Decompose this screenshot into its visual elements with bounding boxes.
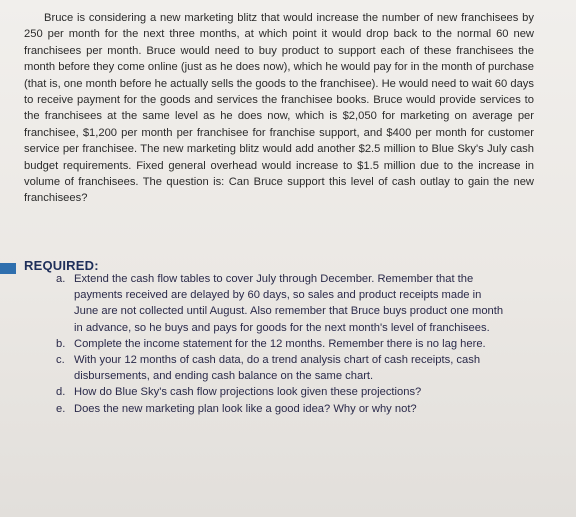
item-text: Extend the cash flow tables to cover July through December. Remember that the payments received are delayed by 60 days, so sales and product receipts made in June are not collected until August. Also remember that Bruce buys product one month in advance, so he buys and pays for goods for the next month's level of franchisees. (74, 273, 504, 334)
required-heading: REQUIRED: (24, 258, 99, 273)
item-label: d. (56, 386, 66, 399)
item-text: With your 12 months of cash data, do a trend analysis chart of cash receipts, cash disbursements, and ending cash balance on the same chart. (74, 354, 481, 383)
item-label: e. (56, 402, 66, 415)
required-list (56, 271, 506, 417)
list-item-b (56, 336, 506, 352)
item-label: b. (56, 337, 66, 350)
case-paragraph: Bruce is considering a new marketing blitz that would increase the number of new franchisees by 250 per month for the next three months, at which point it would drop back to the normal 60 new franchisees per month. Bruce would need to buy product to support each of these franchisees the month before they come online (just as he does now), which he would pay for in the month of purchase (that is, one month before he actually sells the goods to the franchisee). He would need to wait 60 days to receive payment for the goods and services the franchisee books. Bruce would provide services to the franchisees at the same level as he does now, which is $2,050 for marketing on average per franchisee, $1,200 per month per franchisee for franchise support, and $400 per month for customer service per franchisee. The new marketing blitz would add another $2.5 million to Blue Sky's July cash budget requirements. Fixed general overhead would increase to $1.5 million due to the increase in volume of franchisees. The question is: Can Bruce support this level of cash outlay to gain the new franchisees? (24, 12, 534, 205)
item-label: c. (56, 354, 65, 367)
list-item-a (56, 271, 506, 336)
item-text: How do Blue Sky's cash flow projections look given these projections? (74, 386, 422, 399)
item-text: Does the new marketing plan look like a good idea? Why or why not? (74, 402, 417, 415)
list-item-e (56, 401, 506, 417)
list-item-c (56, 352, 506, 384)
section-marker (0, 263, 16, 274)
list-item-d (56, 384, 506, 400)
item-text: Complete the income statement for the 12 months. Remember there is no lag here. (74, 337, 486, 350)
item-label: a. (56, 273, 66, 285)
